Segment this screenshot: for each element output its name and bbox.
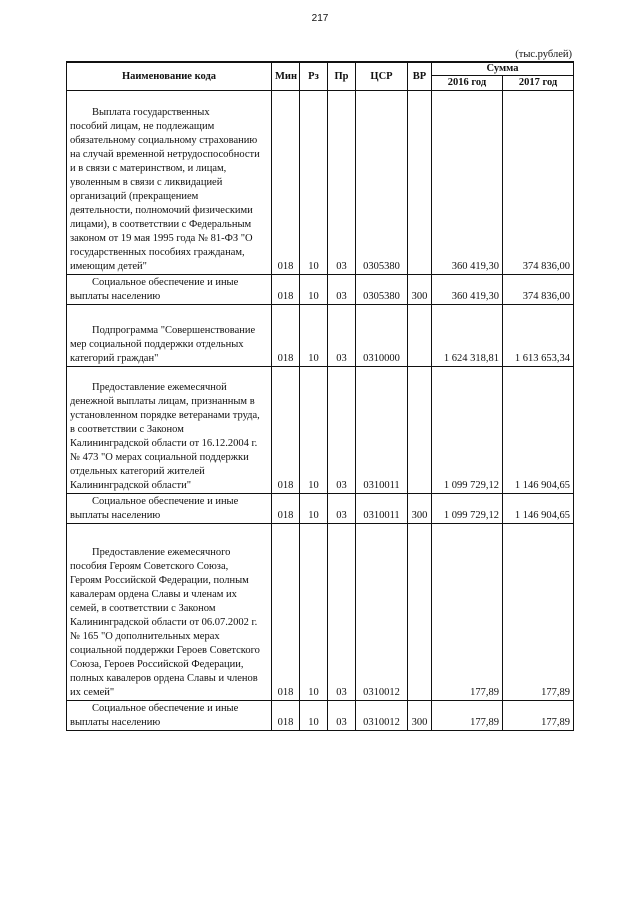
table-row xyxy=(67,274,574,304)
row-name-line: Выплата государственных xyxy=(92,106,210,118)
row-pr: 03 xyxy=(328,493,356,523)
row-name-line: лицами), в соответствии с Федеральным xyxy=(70,218,252,230)
budget-table xyxy=(66,61,574,731)
row-name-line: Подпрограмма "Совершенствование xyxy=(92,324,256,336)
row-rz: 10 xyxy=(300,366,328,493)
row-name-line: № 165 "О дополнительных мерах xyxy=(70,630,220,642)
row-name-line: законом от 19 мая 1995 года № 81-ФЗ "О xyxy=(70,232,253,244)
row-min: 018 xyxy=(272,366,300,493)
table-row xyxy=(67,304,574,366)
row-name-line: государственных пособиях гражданам, xyxy=(70,246,245,258)
row-name-line: Предоставление ежемесячного xyxy=(92,546,231,558)
row-amount-2016: 360 419,30 xyxy=(432,274,503,304)
row-name-line: Социальное обеспечение и иные xyxy=(92,276,239,288)
table-row xyxy=(67,493,574,523)
header-name: Наименование кода xyxy=(67,62,272,90)
row-name-line: пособий лицам, не подлежащим xyxy=(70,120,215,132)
row-name-line: и в связи с материнством, и лицам, xyxy=(70,162,227,174)
row-vr xyxy=(408,523,432,700)
row-min: 018 xyxy=(272,493,300,523)
row-pr: 03 xyxy=(328,90,356,274)
row-amount-2017: 1 146 904,65 xyxy=(503,366,574,493)
row-amount-2016: 360 419,30 xyxy=(432,90,503,274)
row-min: 018 xyxy=(272,274,300,304)
header-csr: ЦСР xyxy=(356,62,408,90)
row-amount-2017: 1 146 904,65 xyxy=(503,493,574,523)
row-csr: 0305380 xyxy=(356,90,408,274)
row-name-line: уволенным в связи с ликвидацией xyxy=(70,176,223,188)
row-name-line: деятельности, полномочий физическими xyxy=(70,204,253,216)
row-name-line: на случай временной нетрудоспособности xyxy=(70,148,260,160)
row-amount-2017: 374 836,00 xyxy=(503,90,574,274)
table-row xyxy=(67,700,574,730)
row-name xyxy=(67,90,272,274)
row-name-line: в соответствии с Законом xyxy=(70,423,184,435)
row-name xyxy=(67,304,272,366)
row-name-line: установленном порядке ветеранами труда, xyxy=(70,409,260,421)
row-name xyxy=(67,274,272,304)
row-name-line: их семей" xyxy=(70,686,115,698)
row-name xyxy=(67,366,272,493)
row-name-line: отдельных категорий жителей xyxy=(70,465,205,477)
row-amount-2016: 177,89 xyxy=(432,523,503,700)
row-pr: 03 xyxy=(328,304,356,366)
row-name xyxy=(67,700,272,730)
row-name-line: выплаты населению xyxy=(70,716,161,728)
header-2016: 2016 год xyxy=(432,75,503,90)
row-min: 018 xyxy=(272,523,300,700)
row-name xyxy=(67,523,272,700)
units-label: (тыс.рублей) xyxy=(515,49,572,60)
row-rz: 10 xyxy=(300,700,328,730)
row-name-line: полных кавалеров ордена Славы и членов xyxy=(70,672,258,684)
row-rz: 10 xyxy=(300,274,328,304)
row-name xyxy=(67,493,272,523)
table-row xyxy=(67,366,574,493)
row-name-line: Героям Российской Федерации, полным xyxy=(70,574,249,586)
row-min: 018 xyxy=(272,90,300,274)
header-rz: Рз xyxy=(300,62,328,90)
row-name-line: Калининградской области от 06.07.2002 г. xyxy=(70,616,258,628)
row-name-line: № 473 "О мерах социальной поддержки xyxy=(70,451,249,463)
row-amount-2016: 1 099 729,12 xyxy=(432,366,503,493)
row-name-line: Социальное обеспечение и иные xyxy=(92,702,239,714)
row-vr xyxy=(408,90,432,274)
row-rz: 10 xyxy=(300,493,328,523)
row-name-line: Калининградской области" xyxy=(70,479,192,491)
row-vr: 300 xyxy=(408,274,432,304)
row-csr: 0305380 xyxy=(356,274,408,304)
page-number: 217 xyxy=(311,13,329,24)
row-vr xyxy=(408,304,432,366)
row-amount-2016: 1 099 729,12 xyxy=(432,493,503,523)
header-min: Мин xyxy=(272,62,300,90)
row-name-line: денежной выплаты лицам, признанным в xyxy=(70,395,255,407)
row-csr: 0310012 xyxy=(356,700,408,730)
row-pr: 03 xyxy=(328,366,356,493)
row-amount-2017: 177,89 xyxy=(503,523,574,700)
row-name-line: Социальное обеспечение и иные xyxy=(92,495,239,507)
row-rz: 10 xyxy=(300,523,328,700)
row-min: 018 xyxy=(272,304,300,366)
header-vr: ВР xyxy=(408,62,432,90)
table-row xyxy=(67,523,574,700)
row-rz: 10 xyxy=(300,90,328,274)
row-name-line: Союза, Героев Российской Федерации, xyxy=(70,658,244,670)
row-amount-2017: 374 836,00 xyxy=(503,274,574,304)
row-csr: 0310000 xyxy=(356,304,408,366)
row-name-line: семей, в соответствии с Законом xyxy=(70,602,216,614)
row-name-line: социальной поддержки Героев Советского xyxy=(70,644,260,656)
row-name-line: Калининградской области от 16.12.2004 г. xyxy=(70,437,258,449)
row-pr: 03 xyxy=(328,274,356,304)
row-vr: 300 xyxy=(408,700,432,730)
row-csr: 0310011 xyxy=(356,493,408,523)
row-name-line: категорий граждан" xyxy=(70,352,159,364)
row-min: 018 xyxy=(272,700,300,730)
row-vr xyxy=(408,366,432,493)
row-amount-2016: 177,89 xyxy=(432,700,503,730)
row-name-line: выплаты населению xyxy=(70,509,161,521)
row-name-line: организаций (прекращением xyxy=(70,190,199,202)
header-pr: Пр xyxy=(328,62,356,90)
row-name-line: мер социальной поддержки отдельных xyxy=(70,338,244,350)
row-pr: 03 xyxy=(328,523,356,700)
header-2017: 2017 год xyxy=(503,75,574,90)
row-csr: 0310012 xyxy=(356,523,408,700)
row-pr: 03 xyxy=(328,700,356,730)
row-name-line: пособия Героям Советского Союза, xyxy=(70,560,229,572)
row-name-line: выплаты населению xyxy=(70,290,161,302)
table-row xyxy=(67,90,574,274)
row-amount-2017: 1 613 653,34 xyxy=(503,304,574,366)
row-vr: 300 xyxy=(408,493,432,523)
header-sum: Сумма xyxy=(432,62,574,75)
row-name-line: имеющим детей" xyxy=(70,260,147,272)
row-name-line: обязательному социальному страхованию xyxy=(70,134,258,146)
row-name-line: кавалерам ордена Славы и членам их xyxy=(70,588,237,600)
row-amount-2016: 1 624 318,81 xyxy=(432,304,503,366)
row-rz: 10 xyxy=(300,304,328,366)
row-name-line: Предоставление ежемесячной xyxy=(92,381,227,393)
table-body xyxy=(67,90,574,730)
row-amount-2017: 177,89 xyxy=(503,700,574,730)
row-csr: 0310011 xyxy=(356,366,408,493)
